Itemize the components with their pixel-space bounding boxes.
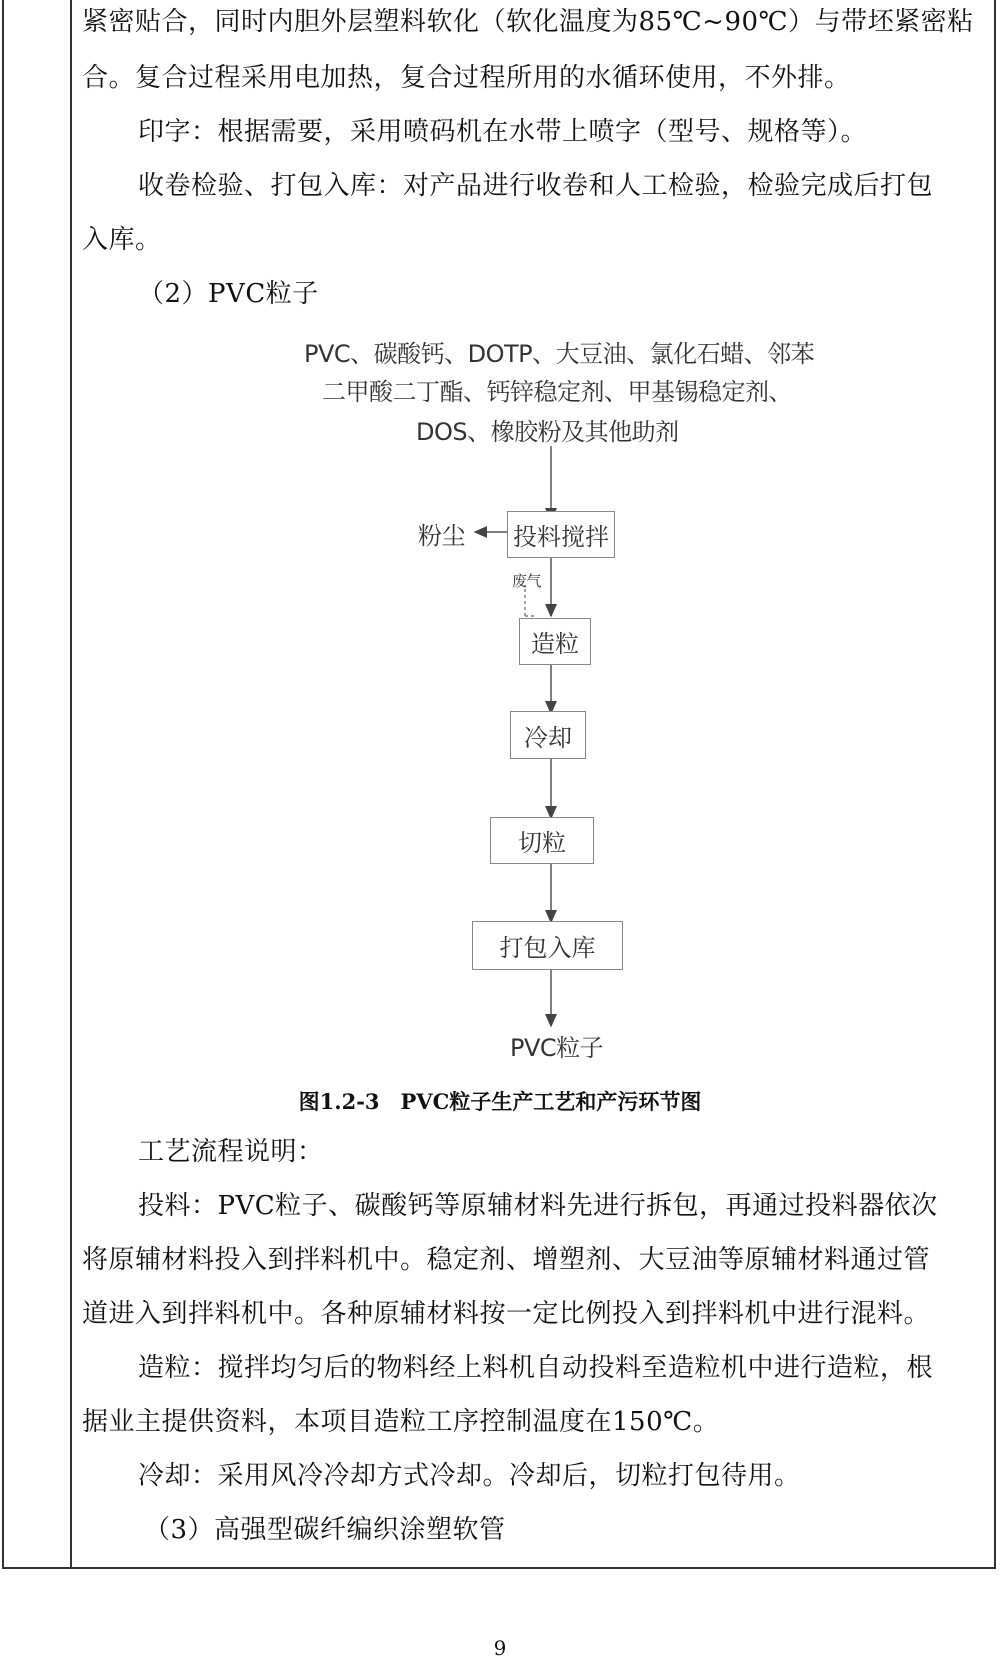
paragraph-line: 合。复合过程采用电加热，复合过程所用的水循环使用，不外排。 <box>82 63 851 93</box>
step-cooling-box: 冷却 <box>510 711 586 759</box>
figure-caption: 图1.2-3 PVC粒子生产工艺和产污环节图 <box>298 1089 702 1114</box>
paragraph-line: 投料：PVC粒子、碳酸钙等原辅材料先进行拆包，再通过投料器依次 <box>138 1191 938 1221</box>
paragraph-line: 收卷检验、打包入库：对产品进行收卷和人工检验，检验完成后打包 <box>138 171 934 201</box>
diagram-inputs-line: PVC、碳酸钙、DOTP、大豆油、氯化石蜡、邻苯 <box>304 340 815 368</box>
step-packing-box: 打包入库 <box>472 921 623 970</box>
paragraph-line: 冷却：采用风冷冷却方式冷却。冷却后，切粒打包待用。 <box>138 1461 801 1491</box>
paragraph-line: 据业主提供资料，本项目造粒工序控制温度在150℃。 <box>82 1407 720 1437</box>
description-heading: 工艺流程说明： <box>138 1137 324 1167</box>
dust-label: 粉尘 <box>418 522 465 550</box>
step-cutting-box: 切粒 <box>490 817 594 864</box>
page-number: 9 <box>493 1636 507 1660</box>
paragraph-line: 紧密贴合，同时内胆外层塑料软化（软化温度为85℃~90℃）与带坯紧密粘 <box>82 7 974 37</box>
paragraph-line: 入库。 <box>82 225 162 255</box>
waste-gas-label: 废气 <box>512 572 542 590</box>
paragraph-line: 将原辅材料投入到拌料机中。稳定剂、增塑剂、大豆油等原辅材料通过管 <box>82 1245 931 1275</box>
paragraph-line: 造粒：搅拌均匀后的物料经上料机自动投料至造粒机中进行造粒，根 <box>138 1353 934 1383</box>
diagram-inputs-line: 二甲酸二丁酯、钙锌稳定剂、甲基锡稳定剂、 <box>322 378 792 406</box>
output-label: PVC粒子 <box>510 1034 604 1062</box>
step-granulation-box: 造粒 <box>519 618 591 665</box>
diagram-inputs-line: DOS、橡胶粉及其他助剂 <box>416 418 679 446</box>
step-mixing-box: 投料搅拌 <box>507 511 615 558</box>
section-heading: （2）PVC粒子 <box>138 279 319 309</box>
paragraph-line: 印字：根据需要，采用喷码机在水带上喷字（型号、规格等）。 <box>138 117 868 147</box>
section-heading: （3）高强型碳纤编织涂塑软管 <box>144 1515 506 1545</box>
paragraph-line: 道进入到拌料机中。各种原辅材料按一定比例投入到拌料机中进行混料。 <box>82 1299 931 1329</box>
